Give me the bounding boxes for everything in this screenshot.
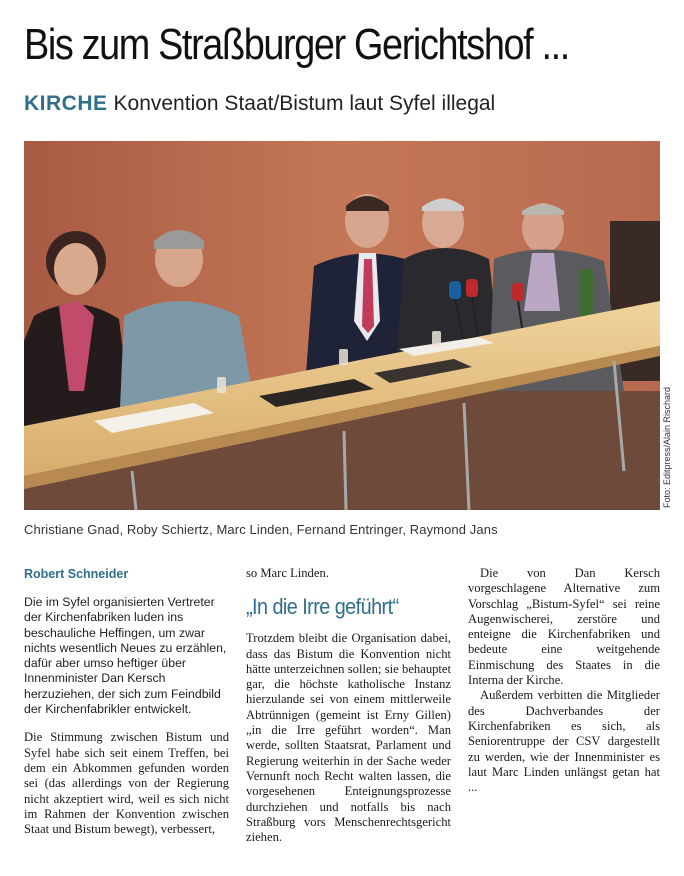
- column-3: [468, 566, 660, 795]
- body-paragraph: Die Stimmung zwischen Bistum und Syfel habe sich seit einem Treffen, bei dem ein Abkommen gefunden worden sei (das allerdings von der Regierung nicht akzeptiert wird, weil es sich nicht im Rahmen der Konvention zwischen Staat und Bistum bewegt), verbessert,: [24, 730, 229, 837]
- kicker: KIRCHE: [24, 92, 108, 115]
- photo-caption: Christiane Gnad, Roby Schiertz, Marc Linden, Fernand Entringer, Raymond Jans: [24, 522, 498, 537]
- headline: Bis zum Straßburger Gerichtshof ...: [24, 20, 569, 69]
- photo-credit: Foto: Editpress/Alain Rischard: [662, 386, 672, 508]
- press-conference-photo: [24, 141, 660, 510]
- section-subhead: „In die Irre geführt“: [246, 594, 399, 620]
- body-paragraph: Trotzdem bleibt die Organisation dabei, dass das Bistum die Konvention nicht hätte unterzeichnen sollen; sie behauptet gar, die höchste katholische Instanz hierzulande sei von einem mittlerweile Abtrünnigen (gemeint ist Erny Gillen) „in die Irre geführt worden“. Man werde, sollten Staatsrat, Parlament und Regierung weiterhin in der Sache weder Vernunft noch Recht walten lassen, die vorgesehenen Enteignungsprozesse durchziehen und notfalls bis nach Straßburg vors Menschenrechtsgericht ziehen.: [246, 631, 451, 845]
- subheadline: Konvention Staat/Bistum laut Syfel illegal: [113, 92, 496, 115]
- lead-paragraph: Die im Syfel organisierten Vertreter der Kirchenfabriken luden ins beschauliche Heffingen, um zwar nichts wesentlich Neues zu erzählen, dafür aber umso heftiger über Innenminister Dan Kersch herzuziehen, der sich zum Feindbild der Kirchenfabrikler entwickelt.: [24, 595, 227, 717]
- body-paragraph: Außerdem verbitten die Mitglieder des Dachverbandes der Kirchenfabriken es sich, als Seniorentruppe der CSV dargestellt zu werden, wie der Innenminister es laut Marc Linden unlängst getan hat ...: [468, 688, 660, 795]
- body-paragraph: so Marc Linden.: [246, 566, 329, 580]
- column-1: [24, 566, 229, 837]
- column-2: [246, 566, 451, 845]
- body-paragraph: Die von Dan Kersch vorgeschlagene Alternative zum Vorschlag „Bistum-Syfel“ sei reine Augenwischerei, zerstöre und enteigne die Kirchenfabriken und bedeute eine weitgehende Einmischung des Staates in die Interna der Kirche.: [468, 566, 660, 688]
- photo-illustration: [24, 141, 660, 510]
- subheadline-row: [24, 92, 495, 116]
- author-byline: Robert Schneider: [24, 567, 129, 581]
